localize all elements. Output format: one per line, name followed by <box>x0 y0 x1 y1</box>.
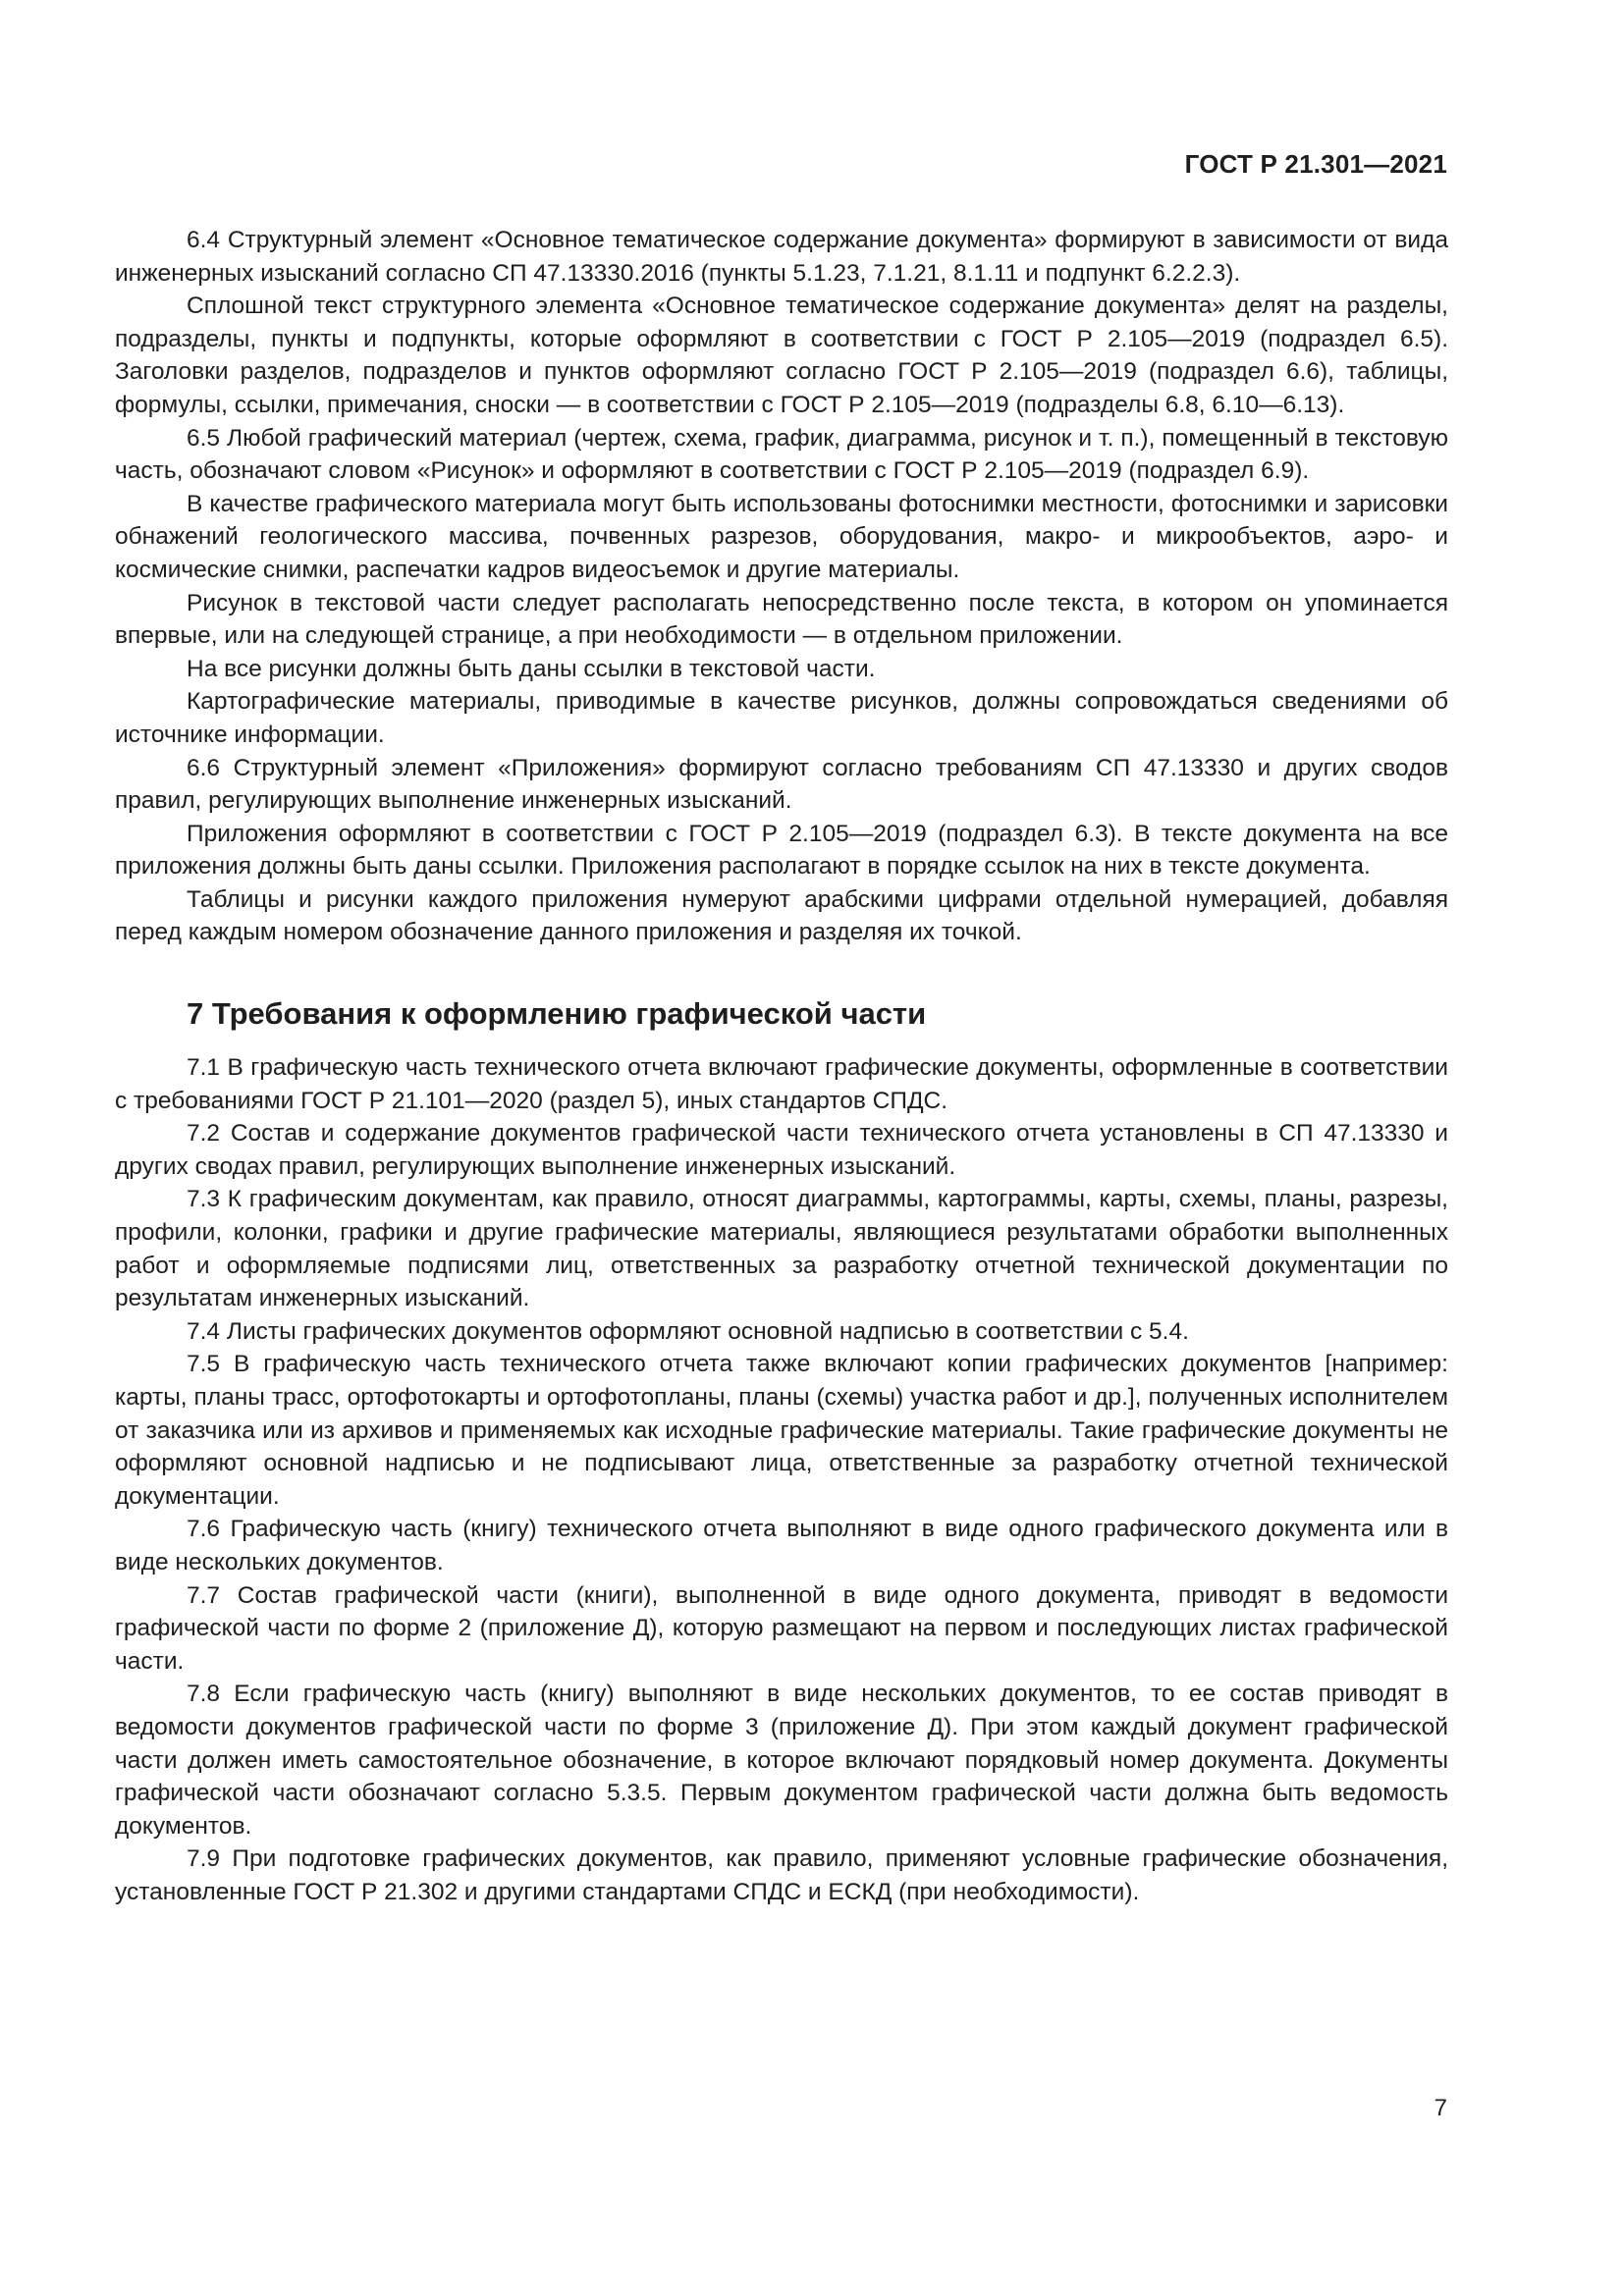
paragraph-7-7: 7.7 Состав графической части (книги), выполненной в виде одного документа, приводят в ведомости графической части по форме 2 (приложение Д), которую размещают на первом и последующих листах графической части. <box>115 1581 1448 1675</box>
paragraph-7-6: 7.6 Графическую часть (книгу) технического отчета выполняют в виде одного графического документа или в виде нескольких документов. <box>115 1516 1448 1575</box>
section-7-heading: 7 Требования к оформлению графической части <box>187 996 927 1032</box>
paragraph-7-8: 7.8 Если графическую часть (книгу) выполняют в виде нескольких документов, то ее состав приводят в ведомости документов графической части по форме 3 (приложение Д). При этом каждый документ графической части должен иметь самостоятельное обозначение, в которое включают порядковый номер документа. Документы графической части обозначают согласно 5.3.5. Первым документом графической части должна быть ведомость документов. <box>115 1681 1448 1840</box>
paragraph-7-9: 7.9 При подготовке графических документов, как правило, применяют условные графические обозначения, установленные ГОСТ Р 21.302 и другими стандартами СПДС и ЕСКД (при необходимости). <box>115 1845 1448 1905</box>
paragraph: Приложения оформляют в соответствии с ГОСТ Р 2.105—2019 (подраздел 6.3). В тексте документа на все приложения должны быть даны ссылки. Приложения располагают в порядке ссылок на них в тексте документа. <box>115 820 1448 881</box>
paragraph: В качестве графического материала могут быть использованы фотоснимки местности, фотоснимки и зарисовки обнажений геологического массива, почвенных разрезов, оборудования, макро- и микрообъектов, аэро- и космические снимки, распечатки кадров видеосъемок и другие материалы. <box>115 490 1448 583</box>
paragraph-7-5: 7.5 В графическую часть технического отчета также включают копии графических документов [например: карты, планы трасс, ортофотокарты и ортофотопланы, планы (схемы) участка работ и др.], полученных исполнителем от заказчика или из архивов и применяемых как исходные графические материалы. Такие графические документы не оформляют основной надписью и не подписывают лица, ответственные за разработку отчетной технической документации. <box>115 1351 1448 1510</box>
paragraph-6-4: 6.4 Структурный элемент «Основное тематическое содержание документа» формируют в зависимости от вида инженерных изысканий согласно СП 47.13330.2016 (пункты 5.1.23, 7.1.21, 8.1.11 и подпункт 6.2.2.3). <box>115 227 1448 287</box>
paragraph: На все рисунки должны быть даны ссылки в текстовой части. <box>187 655 876 682</box>
paragraph-7-1: 7.1 В графическую часть технического отчета включают графические документы, оформленные в соответствии с требованиями ГОСТ Р 21.101—2020 (раздел 5), иных стандартов СПДС. <box>115 1054 1448 1114</box>
paragraph-7-3: 7.3 К графическим документам, как правило, относят диаграммы, картограммы, карты, схемы, планы, разрезы, профили, колонки, графики и другие графические материалы, являющиеся результатами обработки выполненных работ и оформляемые подписями лиц, ответственных за разработку отчетной технической документации по результатам инженерных изысканий. <box>115 1186 1448 1312</box>
paragraph: Таблицы и рисунки каждого приложения нумеруют арабскими цифрами отдельной нумерацией, добавляя перед каждым номером обозначение данного приложения и разделяя их точкой. <box>115 885 1448 946</box>
document-designation: ГОСТ Р 21.301—2021 <box>1184 149 1447 179</box>
paragraph: Картографические материалы, приводимые в качестве рисунков, должны сопровождаться сведениями об источнике информации. <box>115 688 1448 748</box>
paragraph: Рисунок в текстовой части следует располагать непосредственно после текста, в котором он упоминается впервые, или на следующей странице, а при необходимости — в отдельном приложении. <box>115 589 1448 650</box>
paragraph-7-4: 7.4 Листы графических документов оформляют основной надписью в соответствии с 5.4. <box>187 1317 1189 1345</box>
page-body <box>115 224 1448 1909</box>
paragraph: Сплошной текст структурного элемента «Основное тематическое содержание документа» делят на разделы, подразделы, пункты и подпункты, которые оформляют в соответствии с ГОСТ Р 2.105—2019 (подраздел 6.5). Заголовки разделов, подразделов и пунктов оформляют согласно ГОСТ Р 2.105—2019 (подраздел 6.6), таблицы, формулы, ссылки, примечания, сноски — в соответствии с ГОСТ Р 2.105—2019 (подразделы 6.8, 6.10—6.13). <box>115 293 1448 418</box>
paragraph-6-6: 6.6 Структурный элемент «Приложения» формируют согласно требованиям СП 47.13330 и других сводов правил, регулирующих выполнение инженерных изысканий. <box>115 754 1448 815</box>
paragraph-6-5: 6.5 Любой графический материал (чертеж, схема, график, диаграмма, рисунок и т. п.), помещенный в текстовую часть, обозначают словом «Рисунок» и оформляют в соответствии с ГОСТ Р 2.105—2019 (подраздел 6.9). <box>115 424 1448 485</box>
page-number: 7 <box>1434 2095 1447 2121</box>
paragraph-7-2: 7.2 Состав и содержание документов графической части технического отчета установлены в СП 47.13330 и других сводах правил, регулирующих выполнение инженерных изысканий. <box>115 1120 1448 1180</box>
